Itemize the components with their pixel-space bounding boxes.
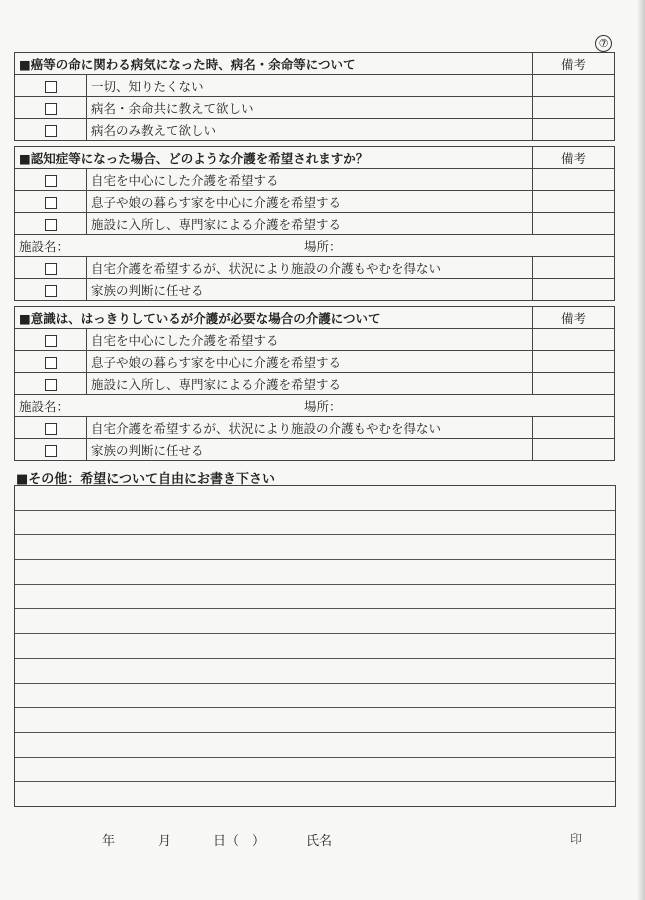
checkbox[interactable] [45,423,57,435]
writing-line[interactable] [15,585,615,610]
page-edge-shadow [637,0,645,900]
writing-line[interactable] [15,609,615,634]
remark-cell[interactable] [533,279,615,301]
option-label: 施設に入所し、専門家による介護を希望する [87,373,533,395]
remark-header: 備考 [533,147,615,169]
option-label: 家族の判断に任せる [87,439,533,461]
remark-cell[interactable] [533,439,615,461]
remark-cell[interactable] [533,213,615,235]
remark-header: 備考 [533,53,615,75]
checkbox[interactable] [45,197,57,209]
remark-cell[interactable] [533,191,615,213]
option-label: 自宅を中心にした介護を希望する [87,329,533,351]
option-row [15,351,615,373]
checkbox[interactable] [45,335,57,347]
checkbox[interactable] [45,125,57,137]
option-row [15,119,615,141]
section-cancer-disclosure [14,52,615,141]
section-dementia-care [14,146,615,301]
facility-row[interactable] [15,395,615,417]
section-title: ■癌等の命に関わる病気になった時、病名・余命等について [15,53,533,75]
option-label: 病名のみ教えて欲しい [87,119,533,141]
option-row [15,191,615,213]
option-row [15,373,615,395]
remark-cell[interactable] [533,119,615,141]
date-year-label: 年 [102,834,116,849]
checkbox[interactable] [45,285,57,297]
checkbox[interactable] [45,379,57,391]
writing-line[interactable] [15,684,615,709]
option-label: 自宅介護を希望するが、状況により施設の介護もやむを得ない [87,417,533,439]
writing-line[interactable] [15,708,615,733]
remark-cell[interactable] [533,329,615,351]
writing-line[interactable] [15,782,615,807]
option-row [15,169,615,191]
facility-name-label: 施設名： [19,238,70,254]
option-row [15,75,615,97]
facility-name-label: 施設名： [19,398,70,414]
free-text-area[interactable] [14,485,616,807]
remark-cell[interactable] [533,351,615,373]
date-month-label: 月 [158,834,172,849]
remark-cell[interactable] [533,97,615,119]
option-row [15,329,615,351]
option-label: 息子や娘の暮らす家を中心に介護を希望する [87,191,533,213]
option-row [15,279,615,301]
remark-cell[interactable] [533,417,615,439]
checkbox[interactable] [45,263,57,275]
writing-line[interactable] [15,535,615,560]
checkbox[interactable] [45,81,57,93]
option-label: 自宅介護を希望するが、状況により施設の介護もやむを得ない [87,257,533,279]
writing-line[interactable] [15,659,615,684]
remark-cell[interactable] [533,257,615,279]
option-row [15,213,615,235]
checkbox[interactable] [45,445,57,457]
option-label: 家族の判断に任せる [87,279,533,301]
name-label: 氏名 [306,834,333,849]
remark-cell[interactable] [533,169,615,191]
option-label: 一切、知りたくない [87,75,533,97]
option-label: 病名・余命共に教えて欲しい [87,97,533,119]
facility-row[interactable] [15,235,615,257]
writing-line[interactable] [15,486,615,511]
location-label: 場所： [304,238,342,254]
remark-cell[interactable] [533,373,615,395]
free-text-title: ■その他：希望について自由にお書き下さい [16,472,276,487]
section-title: ■意識は、はっきりしているが介護が必要な場合の介護について [15,307,533,329]
option-row [15,257,615,279]
page-number: ⑦ [595,35,612,52]
option-row [15,439,615,461]
option-label: 施設に入所し、専門家による介護を希望する [87,213,533,235]
option-row [15,417,615,439]
remark-header: 備考 [533,307,615,329]
remark-cell[interactable] [533,75,615,97]
checkbox[interactable] [45,103,57,115]
option-row [15,97,615,119]
checkbox[interactable] [45,175,57,187]
checkbox[interactable] [45,357,57,369]
option-label: 息子や娘の暮らす家を中心に介護を希望する [87,351,533,373]
writing-line[interactable] [15,634,615,659]
writing-line[interactable] [15,511,615,536]
checkbox[interactable] [45,219,57,231]
date-day-label: 日（ ） [213,834,266,849]
option-label: 自宅を中心にした介護を希望する [87,169,533,191]
writing-line[interactable] [15,733,615,758]
location-label: 場所： [304,398,342,414]
section-title: ■認知症等になった場合、どのような介護を希望されますか？ [15,147,533,169]
seal-label: 印 [570,832,583,846]
writing-line[interactable] [15,560,615,585]
writing-line[interactable] [15,758,615,783]
section-conscious-care [14,306,615,461]
